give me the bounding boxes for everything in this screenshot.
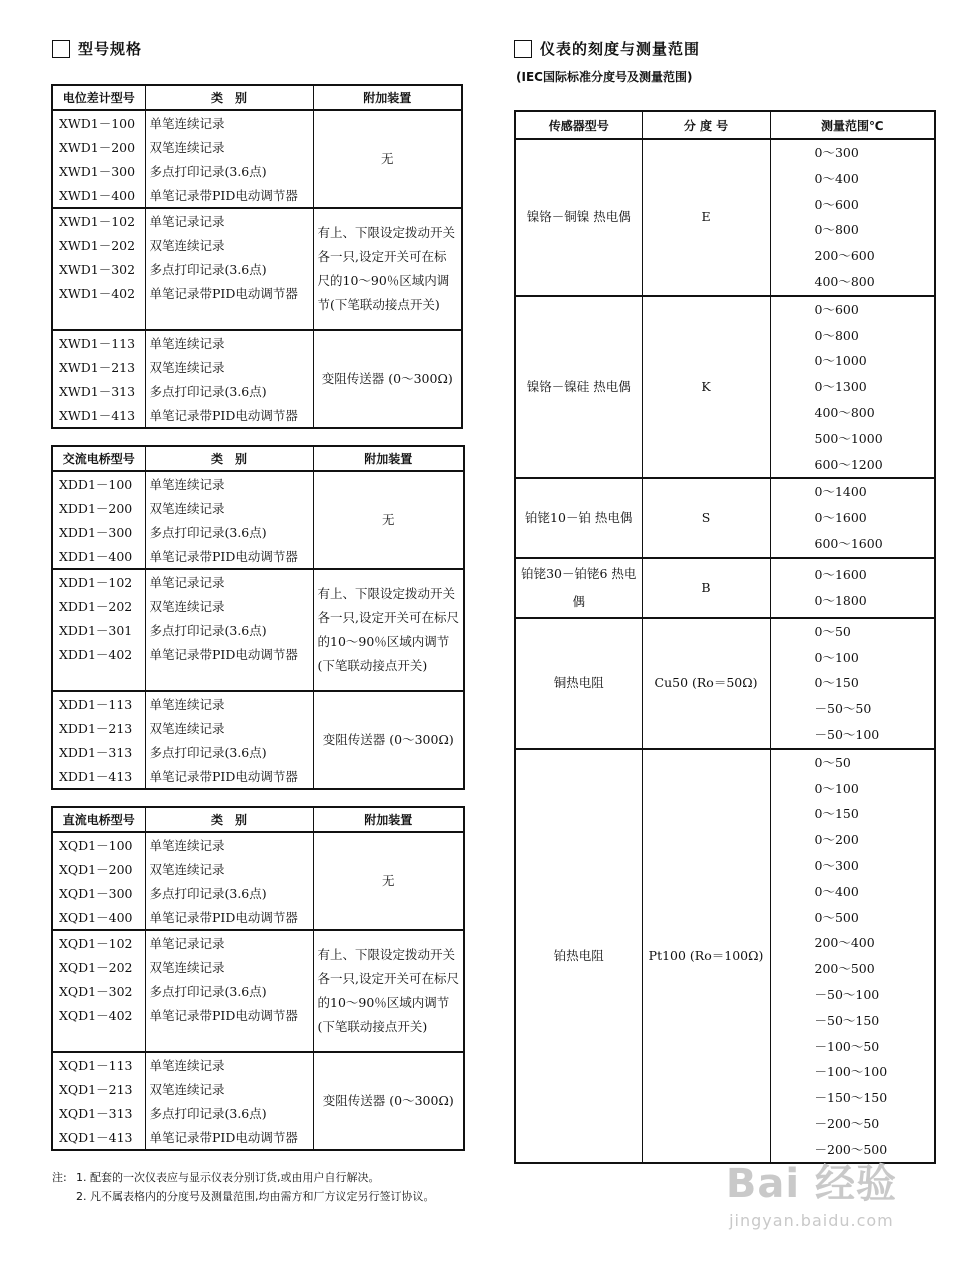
range-value: 400～800	[814, 404, 875, 420]
model-cell: XWD1－100	[52, 110, 145, 135]
ranges-cell	[770, 558, 935, 618]
range-group-row	[515, 558, 935, 618]
kind-cell: 多点打印记录(3.6点)	[145, 740, 313, 764]
range-value: 600～1200	[814, 456, 883, 472]
header-kind: 类 别	[145, 446, 313, 471]
range-value: 0～100	[814, 780, 859, 796]
kind-cell: 多点打印记录(3.6点)	[145, 979, 313, 1003]
grade-cell: E	[642, 139, 770, 296]
model-cell: XQD1－402	[52, 1003, 145, 1027]
kind-cell: 多点打印记录(3.6点)	[145, 159, 313, 183]
watermark-logo	[726, 1152, 897, 1209]
range-value: －100～100	[814, 1064, 888, 1080]
kind-cell	[145, 305, 313, 330]
left-section-title	[52, 38, 142, 59]
table-row	[52, 930, 464, 955]
ranges-cell	[770, 139, 935, 296]
model-cell: XQD1－400	[52, 905, 145, 930]
kind-cell	[145, 1027, 313, 1052]
range-value: 0～200	[814, 832, 859, 848]
table-row	[52, 1052, 464, 1077]
range-value: －50～100	[814, 986, 880, 1002]
range-value: 0～1300	[814, 379, 867, 395]
grade-cell: Cu50 (Ro＝50Ω)	[642, 618, 770, 749]
range-group-row	[515, 618, 935, 749]
kind-cell: 双笔连续记录	[145, 135, 313, 159]
model-cell: XDD1－300	[52, 520, 145, 544]
kind-cell: 单笔记录带PID电动调节器	[145, 1125, 313, 1150]
kind-cell	[145, 666, 313, 691]
range-value: －50～150	[814, 1012, 880, 1028]
kind-cell: 单笔连续记录	[145, 691, 313, 716]
model-cell: XDD1－200	[52, 496, 145, 520]
kind-cell: 多点打印记录(3.6点)	[145, 1101, 313, 1125]
note-2	[52, 1187, 496, 1206]
right-section-title-text: 仪表的刻度与测量范围	[540, 40, 701, 58]
table-row	[52, 471, 464, 496]
range-value: 0～50	[814, 754, 851, 770]
kind-cell: 单笔记录带PID电动调节器	[145, 1003, 313, 1027]
kind-cell: 多点打印记录(3.6点)	[145, 379, 313, 403]
range-value: 0～400	[814, 170, 859, 186]
header-kind: 类 别	[145, 85, 313, 110]
kind-cell: 多点打印记录(3.6点)	[145, 618, 313, 642]
kind-cell: 双笔连续记录	[145, 716, 313, 740]
model-cell: XQD1－413	[52, 1125, 145, 1150]
table-row	[52, 208, 462, 233]
ranges-cell	[770, 296, 935, 479]
range-value: 0～1800	[814, 592, 867, 608]
kind-cell: 双笔连续记录	[145, 955, 313, 979]
kind-cell: 单笔记录带PID电动调节器	[145, 905, 313, 930]
kind-cell: 单笔记录带PID电动调节器	[145, 281, 313, 305]
model-cell: XWD1－400	[52, 183, 145, 208]
range-value: 0～1400	[814, 484, 867, 500]
kind-cell: 双笔连续记录	[145, 233, 313, 257]
range-table-header-row	[515, 111, 935, 139]
attachment-cell: 变阻传送器 (0～300Ω)	[313, 330, 462, 428]
model-cell: XDD1－100	[52, 471, 145, 496]
model-cell: XWD1－413	[52, 403, 145, 428]
header-model: 电位差计型号	[52, 85, 145, 110]
sensor-cell: 铂热电阻	[515, 749, 642, 1164]
notes-label: 注:	[52, 1171, 67, 1184]
grade-cell: K	[642, 296, 770, 479]
kind-cell: 双笔连续记录	[145, 496, 313, 520]
attachment-cell: 变阻传送器 (0～300Ω)	[313, 1052, 464, 1150]
right-section-subtitle: (IEC国际标准分度号及测量范围)	[516, 70, 693, 84]
grade-cell: B	[642, 558, 770, 618]
model-cell: XDD1－202	[52, 594, 145, 618]
model-cell: XWD1－200	[52, 135, 145, 159]
kind-cell: 多点打印记录(3.6点)	[145, 257, 313, 281]
header-grade: 分 度 号	[642, 111, 770, 139]
sensor-cell: 铂铑30－铂铑6 热电偶	[515, 558, 642, 618]
kind-cell: 多点打印记录(3.6点)	[145, 881, 313, 905]
kind-cell: 单笔记录记录	[145, 930, 313, 955]
range-value: 0～50	[814, 623, 851, 639]
attachment-cell: 无	[313, 471, 464, 569]
attachment-cell: 有上、下限设定拨动开关各一只,设定开关可在标尺的10～90％区域内调节(下笔联动接点开关)	[313, 930, 464, 1052]
model-cell: XQD1－300	[52, 881, 145, 905]
model-cell: XQD1－313	[52, 1101, 145, 1125]
note-text: 1. 配套的一次仪表应与显示仪表分别订货,或由用户自行解决。	[76, 1171, 380, 1184]
range-group-row	[515, 478, 935, 557]
model-cell: XDD1－213	[52, 716, 145, 740]
header-attach: 附加装置	[313, 446, 464, 471]
model-cell: XDD1－413	[52, 764, 145, 789]
ranges-cell	[770, 478, 935, 557]
spec-table	[51, 445, 465, 790]
range-value: 0～400	[814, 883, 859, 899]
kind-cell: 单笔连续记录	[145, 1052, 313, 1077]
range-value: －100～50	[814, 1038, 880, 1054]
header-range: 测量范围℃	[770, 111, 935, 139]
grade-cell: Pt100 (Ro＝100Ω)	[642, 749, 770, 1164]
model-cell: XQD1－113	[52, 1052, 145, 1077]
model-cell	[52, 666, 145, 691]
range-value: 0～1600	[814, 566, 867, 582]
range-value: 0～800	[814, 327, 859, 343]
kind-cell: 单笔记录带PID电动调节器	[145, 642, 313, 666]
range-value: 200～600	[814, 248, 875, 264]
ranges-cell	[770, 618, 935, 749]
range-group-row	[515, 296, 935, 479]
model-cell	[52, 305, 145, 330]
table-row	[52, 569, 464, 594]
kind-cell: 多点打印记录(3.6点)	[145, 520, 313, 544]
sensor-cell: 铂铑10－铂 热电偶	[515, 478, 642, 557]
watermark-logo-text: Bai 经验	[725, 1161, 897, 1207]
kind-cell: 双笔连续记录	[145, 857, 313, 881]
sensor-cell: 镍铬－铜镍 热电偶	[515, 139, 642, 296]
table-row	[52, 110, 462, 135]
kind-cell: 单笔记录带PID电动调节器	[145, 764, 313, 789]
model-cell: XQD1－100	[52, 832, 145, 857]
range-value: －50～50	[814, 701, 872, 717]
checkbox-square-icon	[52, 40, 70, 58]
notes	[52, 1168, 496, 1206]
sensor-cell: 镍铬－镍硅 热电偶	[515, 296, 642, 479]
kind-cell: 单笔记录带PID电动调节器	[145, 544, 313, 569]
range-value: 0～150	[814, 675, 859, 691]
range-value: －150～150	[814, 1090, 888, 1106]
spec-table-header-row	[52, 85, 462, 110]
model-cell: XWD1－313	[52, 379, 145, 403]
header-attach: 附加装置	[313, 807, 464, 832]
range-value: 400～800	[814, 273, 875, 289]
model-cell: XWD1－300	[52, 159, 145, 183]
kind-cell: 单笔连续记录	[145, 832, 313, 857]
left-section-title-text: 型号规格	[78, 40, 143, 58]
range-value: 0～1000	[814, 353, 867, 369]
kind-cell: 双笔连续记录	[145, 355, 313, 379]
model-cell: XQD1－202	[52, 955, 145, 979]
sensor-cell: 铜热电阻	[515, 618, 642, 749]
model-cell: XDD1－402	[52, 642, 145, 666]
checkbox-square-icon	[514, 40, 532, 58]
model-cell: XWD1－102	[52, 208, 145, 233]
kind-cell: 单笔记录记录	[145, 569, 313, 594]
range-value: －50～100	[814, 726, 880, 742]
range-value: 500～1000	[814, 430, 883, 446]
grade-cell: S	[642, 478, 770, 557]
model-cell: XWD1－402	[52, 281, 145, 305]
attachment-cell: 有上、下限设定拨动开关各一只,设定开关可在标尺的10～90％区域内调节(下笔联动接点开关)	[313, 569, 464, 691]
range-value: －200～50	[814, 1115, 880, 1131]
watermark-url: jingyan.baidu.com	[729, 1211, 894, 1230]
spec-table	[51, 84, 463, 429]
note-1	[52, 1168, 496, 1187]
note-text: 2. 凡不属表格内的分度号及测量范围,均由需方和厂方议定另行签订协议。	[76, 1190, 435, 1203]
model-cell: XDD1－301	[52, 618, 145, 642]
model-cell: XWD1－213	[52, 355, 145, 379]
kind-cell: 单笔连续记录	[145, 330, 313, 355]
kind-cell: 单笔连续记录	[145, 471, 313, 496]
baidu-jingyan-watermark	[726, 1152, 897, 1230]
attachment-cell: 变阻传送器 (0～300Ω)	[313, 691, 464, 789]
range-value: 0～100	[814, 649, 859, 665]
header-model: 直流电桥型号	[52, 807, 145, 832]
attachment-cell: 有上、下限设定拨动开关各一只,设定开关可在标尺的10～90％区域内调节(下笔联动接点开关)	[313, 208, 462, 330]
model-cell: XWD1－113	[52, 330, 145, 355]
header-sensor: 传感器型号	[515, 111, 642, 139]
range-value: 200～400	[814, 935, 875, 951]
range-value: 0～600	[814, 196, 859, 212]
header-kind: 类 别	[145, 807, 313, 832]
range-value: 0～300	[814, 145, 859, 160]
range-group-row	[515, 749, 935, 1164]
model-cell: XDD1－313	[52, 740, 145, 764]
range-table	[514, 110, 936, 1164]
table-row	[52, 832, 464, 857]
kind-cell: 单笔记录带PID电动调节器	[145, 403, 313, 428]
range-value: 0～800	[814, 222, 859, 238]
ranges-cell	[770, 749, 935, 1164]
kind-cell: 单笔连续记录	[145, 110, 313, 135]
range-value: 200～500	[814, 961, 875, 977]
model-cell: XDD1－113	[52, 691, 145, 716]
model-cell: XQD1－213	[52, 1077, 145, 1101]
range-group-row	[515, 139, 935, 296]
spec-table-header-row	[52, 446, 464, 471]
spec-table-header-row	[52, 807, 464, 832]
header-model: 交流电桥型号	[52, 446, 145, 471]
range-value: 0～500	[814, 909, 859, 925]
attachment-cell: 无	[313, 110, 462, 208]
range-value: 0～600	[814, 301, 859, 317]
model-cell: XQD1－102	[52, 930, 145, 955]
range-value: －200～500	[814, 1141, 888, 1157]
header-attach: 附加装置	[313, 85, 462, 110]
kind-cell: 单笔记录记录	[145, 208, 313, 233]
range-value: 0～1600	[814, 510, 867, 526]
kind-cell: 双笔连续记录	[145, 594, 313, 618]
table-row	[52, 330, 462, 355]
model-cell	[52, 1027, 145, 1052]
model-cell: XWD1－302	[52, 257, 145, 281]
range-value: 600～1600	[814, 535, 883, 551]
attachment-cell: 无	[313, 832, 464, 930]
range-value: 0～300	[814, 857, 859, 873]
kind-cell: 双笔连续记录	[145, 1077, 313, 1101]
range-value: 0～150	[814, 806, 859, 822]
spec-table	[51, 806, 465, 1151]
kind-cell: 单笔记录带PID电动调节器	[145, 183, 313, 208]
model-cell: XWD1－202	[52, 233, 145, 257]
right-section-title	[514, 38, 700, 59]
model-cell: XDD1－400	[52, 544, 145, 569]
model-cell: XDD1－102	[52, 569, 145, 594]
model-cell: XQD1－200	[52, 857, 145, 881]
model-cell: XQD1－302	[52, 979, 145, 1003]
table-row	[52, 691, 464, 716]
